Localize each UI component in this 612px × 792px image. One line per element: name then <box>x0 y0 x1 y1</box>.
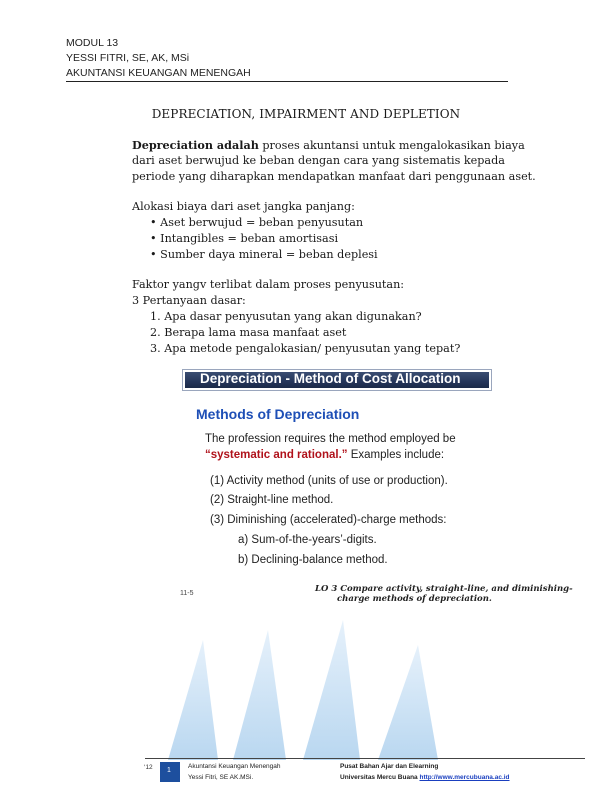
allocation-item: • Sumber daya mineral = beban deplesi <box>150 248 378 261</box>
allocation-intro: Alokasi biaya dari aset jangka panjang: <box>132 200 355 213</box>
header-course: AKUNTANSI KEUANGAN MENENGAH <box>66 67 251 79</box>
definition-line-2: dari aset berwujud ke beban dengan cara yang sistematis kepada <box>132 154 505 167</box>
slide-sub-item: a) Sum-of-the-years’-digits. <box>238 534 377 546</box>
header-divider <box>66 81 508 82</box>
learning-objective-line-1: LO 3 Compare activity, straight-line, and diminishing- <box>315 584 573 594</box>
footer-logo-box <box>160 762 180 782</box>
footer-university <box>340 772 510 783</box>
header-author: YESSI FITRI, SE, AK, MSi <box>66 52 190 64</box>
learning-objective-line-2: charge methods of depreciation. <box>337 594 492 604</box>
question-item: 2. Berapa lama masa manfaat aset <box>150 326 347 339</box>
slide-list-item: (3) Diminishing (accelerated)-charge methods: <box>210 514 447 526</box>
definition-line-1: proses akuntansi untuk mengalokasikan biaya <box>258 139 525 152</box>
slide-text-rest: Examples include: <box>347 449 445 461</box>
footer-author: Yessi Fitri, SE AK.MSi. <box>188 774 254 781</box>
footer-divider <box>145 758 585 759</box>
factors-line: Faktor yangv terlibat dalam proses penyusutan: <box>132 278 405 291</box>
footer-box-letter: 1 <box>167 767 171 774</box>
slide-list-item: (2) Straight-line method. <box>210 494 334 506</box>
footer-link[interactable]: http://www.mercubuana.ac.id <box>419 774 510 781</box>
page-number: ‘12 <box>144 764 153 771</box>
slide-list-item: (1) Activity method (units of use or production). <box>210 475 448 487</box>
slide-heading: Methods of Depreciation <box>196 406 360 422</box>
definition-term: Depreciation adalah <box>132 138 259 152</box>
questions-intro: 3 Pertanyaan dasar: <box>132 294 246 307</box>
allocation-item: • Intangibles = beban amortisasi <box>150 232 339 245</box>
slide-title: Depreciation - Method of Cost Allocation <box>200 371 461 386</box>
slide-emphasis: “systematic and rational.” <box>205 449 348 461</box>
header-module: MODUL 13 <box>66 37 119 49</box>
definition-paragraph <box>132 137 525 154</box>
question-item: 3. Apa metode pengalokasian/ penyusutan yang tepat? <box>150 342 461 355</box>
slide-text-line-2 <box>205 447 444 463</box>
watermark-logo <box>148 610 478 770</box>
definition-line-3: periode yang diharapkan mendapatkan manfaat dari penggunaan aset. <box>132 170 536 183</box>
page-title: DEPRECIATION, IMPAIRMENT AND DEPLETION <box>151 107 461 121</box>
slide-text-line-1: The profession requires the method employed be <box>205 433 456 445</box>
footer-university-name: Universitas Mercu Buana <box>340 774 420 781</box>
footer-course: Akuntansi Keuangan Menengah <box>188 763 281 770</box>
question-item: 1. Apa dasar penyusutan yang akan digunakan? <box>150 310 422 323</box>
allocation-item: • Aset berwujud = beban penyusutan <box>150 216 364 229</box>
footer-center: Pusat Bahan Ajar dan Elearning <box>340 763 439 770</box>
slide-number: 11-5 <box>180 590 194 597</box>
slide-sub-item: b) Declining-balance method. <box>238 554 388 566</box>
